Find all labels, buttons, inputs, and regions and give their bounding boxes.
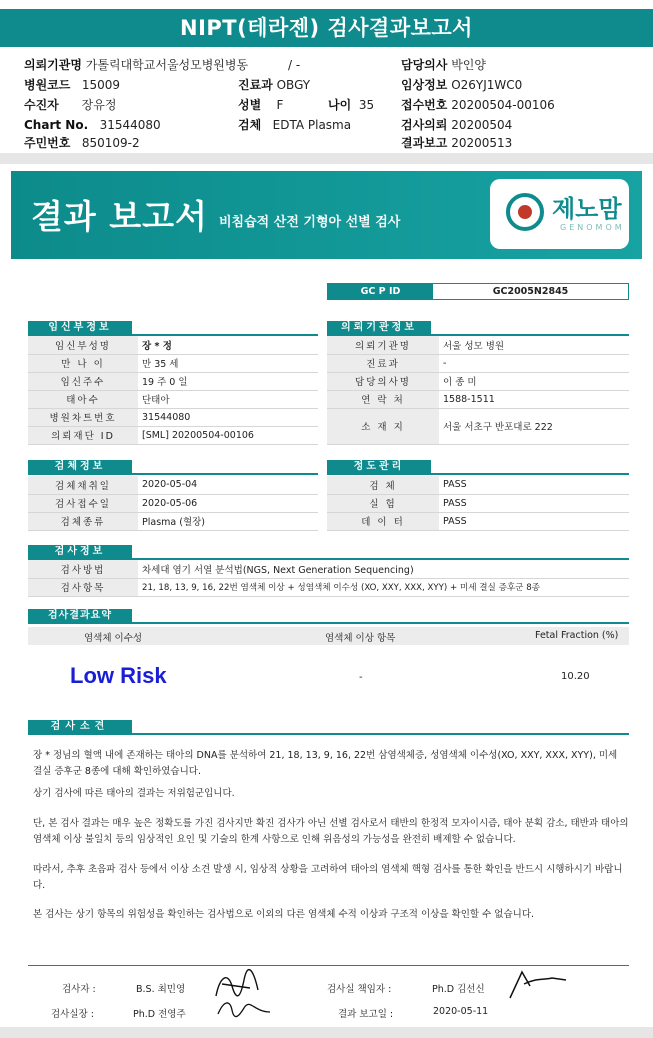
row-value: PASS [439, 512, 629, 530]
meta-key: 담당의사 [401, 58, 448, 72]
table-row [28, 336, 318, 354]
row-label: 병원차트번호 [28, 408, 138, 426]
result-fetal-fraction: 10.20 [561, 671, 590, 682]
table-row [28, 512, 318, 530]
row-value: 2020-05-04 [138, 476, 318, 494]
meta-value: / - [288, 58, 301, 72]
report-date-value: 2020-05-11 [433, 1006, 489, 1017]
row-value: 19 주 0 일 [138, 372, 318, 390]
table-row [28, 372, 318, 390]
banner-subtitle: 비침습적 산전 기형아 선별 검사 [219, 215, 401, 230]
meta-hospital [24, 57, 248, 73]
table-row [327, 512, 629, 530]
genomom-logo [490, 179, 629, 249]
meta-value: 박인양 [451, 58, 486, 72]
findings-paragraph-5: 본 검사는 상기 항목의 위험성을 확인하는 검사법으로 이외의 다른 염색체 수적 이상과 구조적 이상을 확인할 수 없습니다. [33, 909, 535, 920]
row-label: 검체채취일 [28, 476, 138, 494]
row-label: 의뢰기관명 [327, 336, 439, 354]
section-rule [28, 473, 318, 475]
table-row [28, 390, 318, 408]
chief-name: Ph.D 김선신 [432, 984, 485, 995]
section-qc: 정도관리 [327, 460, 431, 473]
result-low-risk: Low Risk [70, 663, 167, 688]
table-row [28, 426, 318, 444]
report-title: NIPT(테라젠) 검사결과보고서 [180, 16, 473, 40]
row-label: 태아수 [28, 390, 138, 408]
row-label: 임신부성명 [28, 336, 138, 354]
footer-band [0, 1027, 653, 1038]
separator [0, 153, 653, 164]
row-label: 소 재 지 [327, 408, 439, 444]
table-row [327, 476, 629, 494]
meta-chart [24, 117, 161, 133]
row-label: 실 험 [327, 494, 439, 512]
row-label: 진료과 [327, 354, 439, 372]
row-value: PASS [439, 476, 629, 494]
row-label: 만 나 이 [28, 354, 138, 372]
meta-request [401, 117, 512, 133]
summary-header [28, 627, 629, 645]
report-title-bar [0, 9, 653, 47]
qc-table [327, 476, 629, 531]
table-row [28, 408, 318, 426]
table-row [28, 354, 318, 372]
logo-text: 제노맘 [552, 195, 622, 223]
summary-col-aneuploidy: 염색체 이수성 [84, 633, 143, 644]
row-value: 단태아 [138, 390, 318, 408]
row-label: 검사접수일 [28, 494, 138, 512]
meta-value: 장유정 [81, 98, 117, 112]
row-value: - [439, 354, 629, 372]
meta-slash [288, 57, 300, 73]
director-name: Ph.D 전영주 [133, 1009, 186, 1020]
row-value: 2020-05-06 [138, 494, 318, 512]
meta-value: 15009 [81, 78, 121, 92]
meta-key: 주민번호 [24, 136, 71, 150]
logo-subtext: GENOMOM [560, 223, 625, 232]
meta-key: 결과보고 [401, 136, 448, 150]
meta-key: 나이 [328, 98, 352, 112]
meta-value: F [276, 98, 284, 112]
director-label: 검사실장 : [51, 1009, 94, 1020]
section-test: 검사정보 [28, 545, 132, 558]
chief-signature-icon [504, 966, 574, 1002]
meta-value: 850109-2 [81, 136, 140, 150]
meta-value: 20200504-00106 [451, 98, 555, 112]
meta-sex [238, 97, 283, 113]
table-row [327, 354, 629, 372]
row-value: 이 종 미 [439, 372, 629, 390]
tester-name: B.S. 최민영 [136, 984, 186, 995]
row-value: Plasma (혈장) [138, 512, 318, 530]
tester-label: 검사자 : [62, 984, 96, 995]
row-label: 임신주수 [28, 372, 138, 390]
meta-value: 가톨릭대학교서울성모병원병동 [85, 58, 249, 72]
banner-title: 결과 보고서 [31, 197, 208, 236]
meta-key: 수진자 [24, 98, 59, 112]
summary-col-abnormal: 염색체 이상 항목 [325, 633, 396, 644]
table-row [28, 494, 318, 512]
table-row [28, 476, 318, 494]
meta-value: 20200513 [451, 136, 513, 150]
meta-key: Chart No. [24, 118, 89, 132]
result-abnormal: - [359, 672, 363, 683]
row-value: 31544080 [138, 408, 318, 426]
meta-dept [238, 77, 310, 93]
meta-specimen [238, 117, 351, 133]
table-row [28, 578, 629, 596]
meta-value: EDTA Plasma [272, 118, 352, 132]
findings-paragraph-2: 상기 검사에 따른 태아의 결과는 저위험군입니다. [33, 788, 235, 799]
test-table [28, 560, 629, 597]
row-value: 차세대 염기 서열 분석법(NGS, Next Generation Sequencing) [138, 560, 629, 578]
meta-age [328, 97, 374, 113]
findings-paragraph-3: 단, 본 검사 결과는 매우 높은 정확도를 가진 검사지만 확진 검사가 아닌 선별 검사로서 태반의 한정적 모자이시즘, 태아 분획 감소, 태반과 태아의 염색체 이상 불일치 등의 임상적인 요인 및 기술의 한계 사항으로 인해 위음성의 가능성을 완전히 배제할 수 없습니다. [33, 818, 629, 845]
meta-value: 20200504 [451, 118, 513, 132]
specimen-table [28, 476, 318, 531]
row-label: 검 체 [327, 476, 439, 494]
table-row [28, 560, 629, 578]
row-value: 만 35 세 [138, 354, 318, 372]
table-row [327, 494, 629, 512]
meta-clinical [401, 77, 522, 93]
row-label: 검사항목 [28, 578, 138, 596]
meta-patient [24, 97, 116, 113]
row-value: 장 * 정 [138, 336, 318, 354]
table-row [327, 390, 629, 408]
section-rule [327, 473, 629, 475]
findings-paragraph-4: 따라서, 추후 초음파 검사 등에서 이상 소견 발생 시, 임상적 상황을 고려하여 태아의 염색체 핵형 검사를 통한 확인을 반드시 시행하시기 바랍니다. [33, 864, 623, 891]
row-label: 담당의사명 [327, 372, 439, 390]
meta-key: 성별 [238, 98, 262, 112]
row-label: 데 이 터 [327, 512, 439, 530]
meta-key: 의뢰기관명 [24, 58, 82, 72]
section-pregnant: 임신부정보 [28, 321, 132, 334]
meta-key: 진료과 [238, 78, 273, 92]
meta-doctor [401, 57, 486, 73]
summary-col-ff: Fetal Fraction (%) [535, 630, 619, 641]
meta-key: 임상정보 [401, 78, 448, 92]
director-signature-icon [214, 996, 274, 1022]
meta-reception [401, 97, 555, 113]
row-value: 21, 18, 13, 9, 16, 22번 염색체 이상 + 성염색체 이수성 (XO, XXY, XXX, XYY) + 미세 결실 증후군 8종 [138, 578, 629, 596]
gcpid-box [327, 283, 629, 300]
meta-value: 31544080 [99, 118, 161, 132]
row-label: 검체종류 [28, 512, 138, 530]
meta-rrn [24, 135, 140, 151]
row-value: 1588-1511 [439, 390, 629, 408]
meta-key: 검체 [238, 118, 262, 132]
meta-key: 검사의뢰 [401, 118, 448, 132]
row-label: 검사방법 [28, 560, 138, 578]
gcpid-label: GC P ID [328, 284, 433, 299]
row-value: [SML] 20200504-00106 [138, 426, 318, 444]
table-row [327, 372, 629, 390]
section-rule [28, 622, 629, 624]
row-value: PASS [439, 494, 629, 512]
meta-value: O26YJ1WC0 [451, 78, 523, 92]
meta-key: 접수번호 [401, 98, 448, 112]
findings-paragraph-1: 장 * 정님의 혈액 내에 존재하는 태아의 DNA를 분석하여 21, 18, 13, 9, 16, 22번 삼염색체증, 성염색체 이수성(XO, XXY, XXX, XYY), 미세 결실 증후군 8종에 대해 확인하였습니다. [33, 750, 618, 777]
section-findings: 검사소견 [28, 720, 132, 733]
section-rule [28, 733, 629, 735]
report-date-label: 결과 보고일 : [338, 1009, 394, 1020]
section-summary: 검사결과요약 [28, 609, 132, 622]
meta-key: 병원코드 [24, 78, 71, 92]
section-institution: 의뢰기관정보 [327, 321, 431, 334]
row-value: 서울 서초구 반포대로 222 [439, 408, 629, 444]
row-value: 서울 성모 병원 [439, 336, 629, 354]
row-label: 연 락 처 [327, 390, 439, 408]
gcpid-value: GC2005N2845 [492, 286, 569, 297]
row-label: 의뢰재단 ID [28, 426, 138, 444]
meta-report [401, 135, 512, 151]
meta-code [24, 77, 120, 93]
logo-mark-icon [506, 193, 544, 231]
section-specimen: 검체정보 [28, 460, 132, 473]
institution-table [327, 336, 629, 445]
meta-value: OBGY [276, 78, 311, 92]
meta-value: 35 [358, 98, 375, 112]
table-row [327, 408, 629, 444]
table-row [327, 336, 629, 354]
result-banner [11, 171, 642, 259]
pregnant-table [28, 336, 318, 445]
chief-label: 검사실 책임자 : [327, 984, 392, 995]
